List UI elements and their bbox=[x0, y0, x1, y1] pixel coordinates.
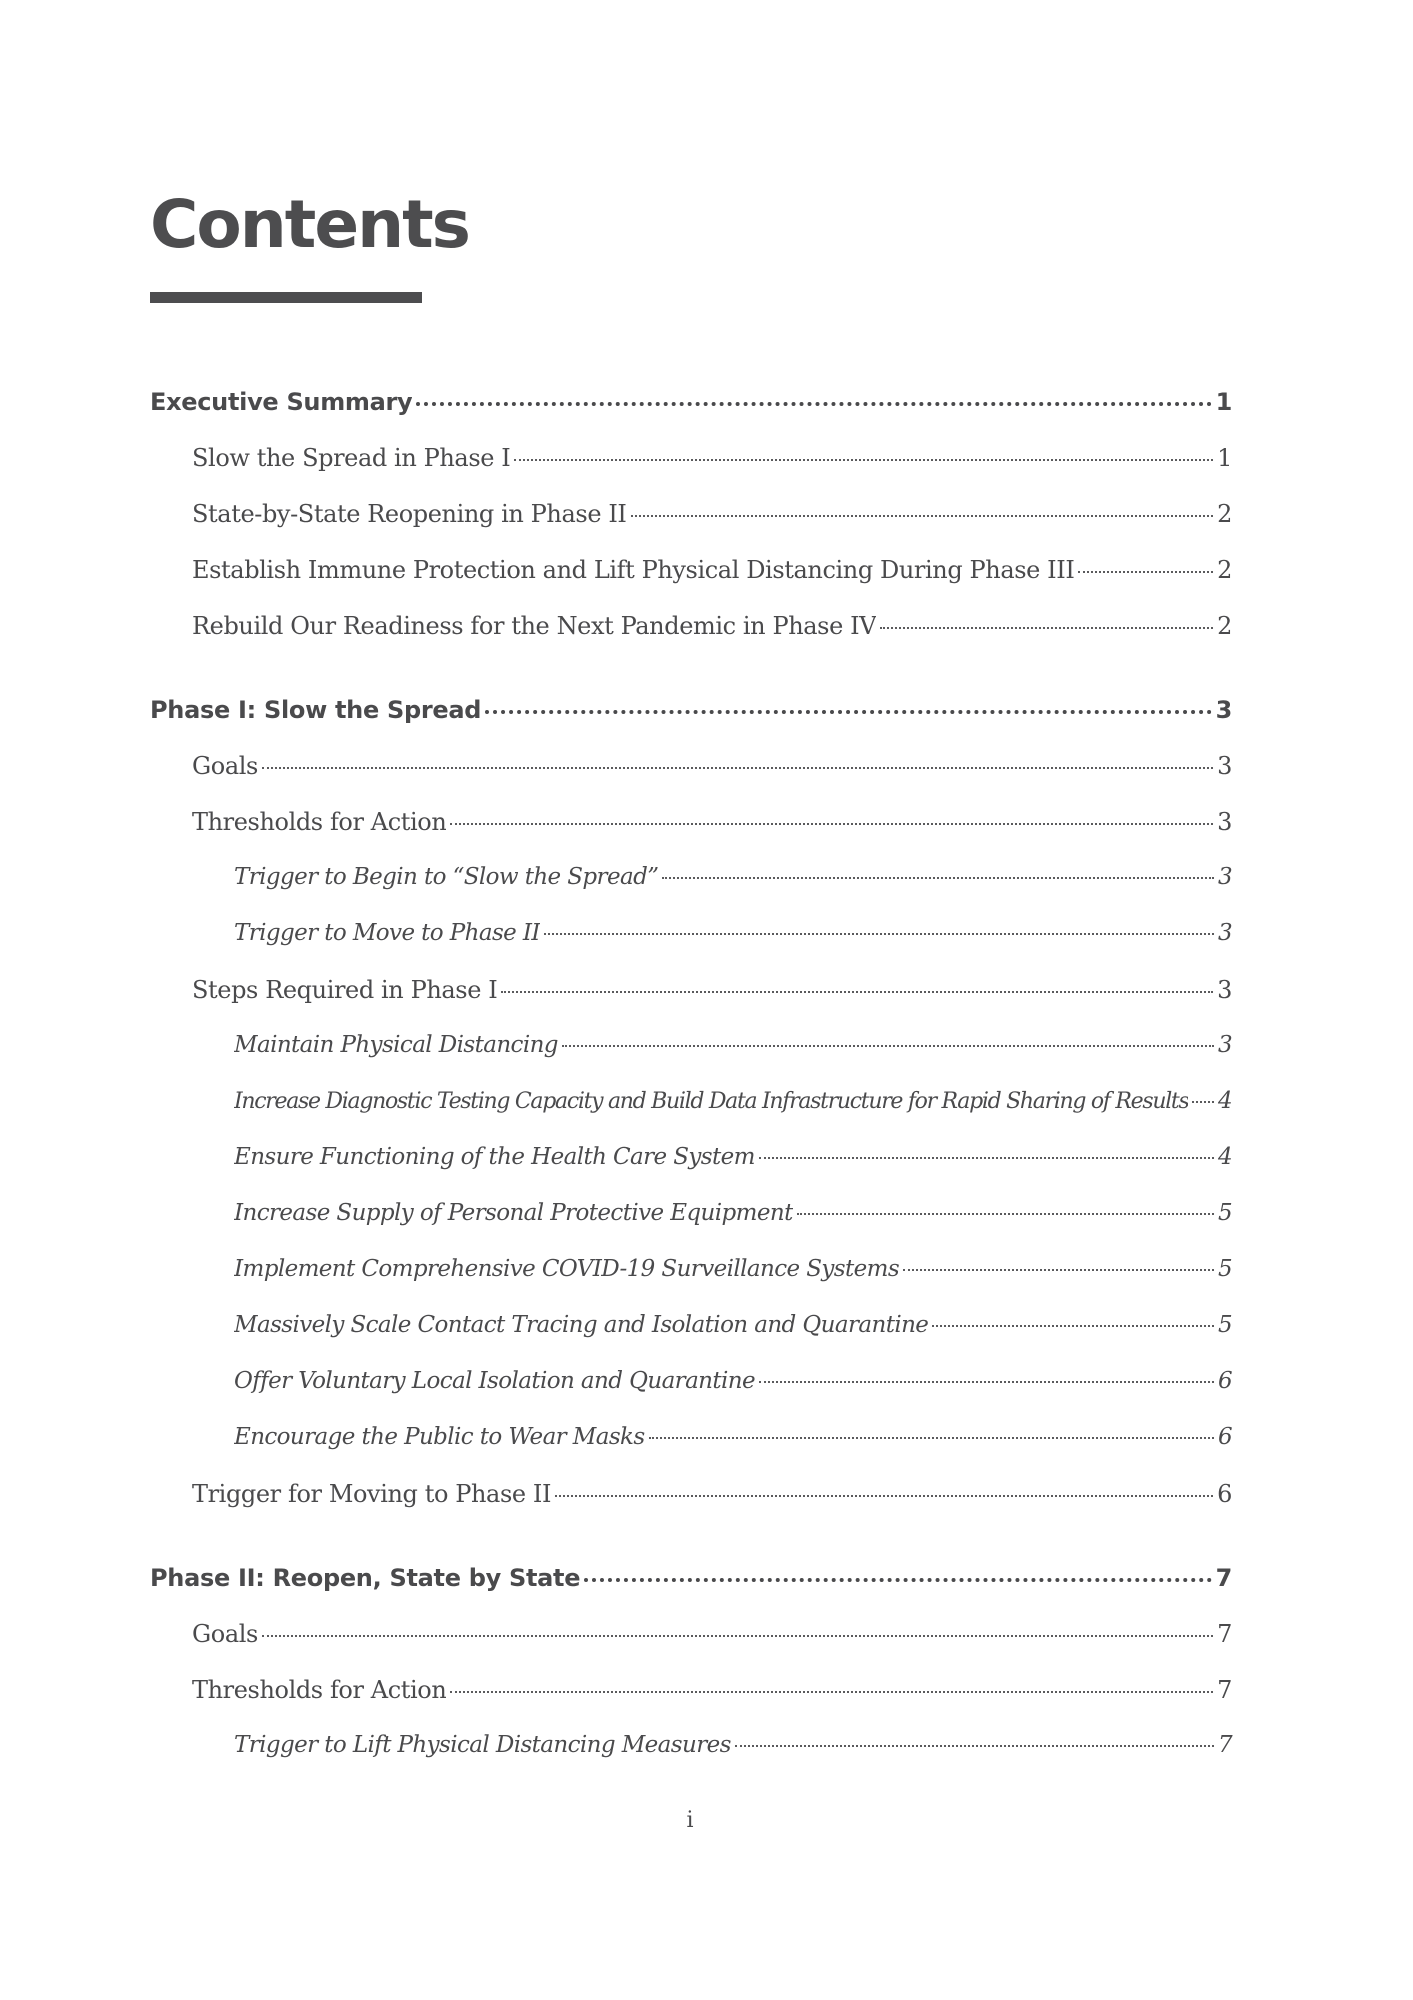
dot-leader bbox=[584, 1578, 1211, 1582]
toc-entry[interactable] bbox=[150, 976, 1232, 1032]
toc-entry-label: Phase II: Reopen, State by State bbox=[150, 1564, 581, 1592]
dot-leader bbox=[485, 710, 1211, 714]
toc-page-number: 6 bbox=[1217, 1424, 1232, 1450]
toc-page-number: 2 bbox=[1217, 612, 1232, 640]
toc-page-number: 1 bbox=[1217, 444, 1232, 472]
dot-leader bbox=[880, 627, 1213, 629]
toc-entry-label: Steps Required in Phase I bbox=[192, 976, 498, 1004]
toc-section-phase-2[interactable] bbox=[150, 1564, 1232, 1620]
toc-page-number: 7 bbox=[1217, 1620, 1232, 1648]
title-underline bbox=[150, 292, 422, 303]
toc-page-number: 3 bbox=[1217, 864, 1232, 890]
toc-page-number: 3 bbox=[1217, 976, 1232, 1004]
toc-entry-label: Trigger to Begin to “Slow the Spread” bbox=[234, 864, 659, 890]
toc-page-number: 7 bbox=[1217, 1676, 1232, 1704]
dot-leader bbox=[903, 1269, 1214, 1271]
toc-page-number: 6 bbox=[1217, 1480, 1232, 1508]
toc-subentry[interactable] bbox=[150, 1032, 1232, 1088]
toc-entry[interactable] bbox=[150, 1480, 1232, 1536]
toc-entry-label: State-by-State Reopening in Phase II bbox=[192, 500, 627, 528]
toc-entry-label: Increase Diagnostic Testing Capacity and Build Data Infrastructure for Rapid Sharing of Results bbox=[234, 1089, 1189, 1114]
toc-subentry[interactable] bbox=[150, 864, 1232, 920]
toc-subentry[interactable] bbox=[150, 1200, 1232, 1256]
toc-entry[interactable] bbox=[150, 808, 1232, 864]
toc-entry-label: Phase I: Slow the Spread bbox=[150, 696, 482, 724]
toc-page-number: 5 bbox=[1217, 1312, 1232, 1338]
dot-leader bbox=[932, 1325, 1214, 1327]
toc-entry-label: Goals bbox=[192, 752, 258, 780]
toc-page-number: 5 bbox=[1217, 1200, 1232, 1226]
toc-entry-label: Trigger for Moving to Phase II bbox=[192, 1480, 552, 1508]
toc-page-number: 2 bbox=[1217, 500, 1232, 528]
toc-entry[interactable] bbox=[150, 752, 1232, 808]
dot-leader bbox=[450, 823, 1213, 825]
toc-entry-label: Encourage the Public to Wear Masks bbox=[234, 1424, 645, 1450]
toc-subentry[interactable] bbox=[150, 1732, 1232, 1788]
toc-entry-label: Goals bbox=[192, 1620, 258, 1648]
page-title: Contents bbox=[150, 186, 469, 263]
toc-page-number: 7 bbox=[1217, 1732, 1232, 1758]
toc-entry[interactable] bbox=[150, 1676, 1232, 1732]
toc-entry-label: Ensure Functioning of the Health Care System bbox=[234, 1144, 755, 1170]
toc-page-number: 3 bbox=[1217, 752, 1232, 780]
table-of-contents bbox=[150, 388, 1232, 1788]
toc-entry[interactable] bbox=[150, 612, 1232, 668]
toc-page-number: 1 bbox=[1215, 388, 1232, 416]
toc-entry-label: Trigger to Lift Physical Distancing Measures bbox=[234, 1732, 731, 1758]
toc-entry-label: Thresholds for Action bbox=[192, 1676, 447, 1704]
toc-entry[interactable] bbox=[150, 444, 1232, 500]
toc-page-number: 3 bbox=[1215, 696, 1232, 724]
dot-leader bbox=[514, 459, 1213, 461]
toc-page-number: 6 bbox=[1217, 1368, 1232, 1394]
toc-subentry[interactable] bbox=[150, 1312, 1232, 1368]
toc-subentry[interactable] bbox=[150, 1144, 1232, 1200]
toc-entry-label: Massively Scale Contact Tracing and Isolation and Quarantine bbox=[234, 1312, 929, 1338]
toc-entry[interactable] bbox=[150, 1620, 1232, 1676]
toc-page-number: 3 bbox=[1217, 808, 1232, 836]
toc-entry-label: Thresholds for Action bbox=[192, 808, 447, 836]
toc-page-number: 4 bbox=[1217, 1144, 1232, 1170]
toc-entry[interactable] bbox=[150, 500, 1232, 556]
dot-leader bbox=[544, 933, 1214, 935]
toc-entry-label: Trigger to Move to Phase II bbox=[234, 920, 540, 946]
toc-entry-label: Maintain Physical Distancing bbox=[234, 1032, 558, 1058]
toc-page-number: 5 bbox=[1217, 1256, 1232, 1282]
dot-leader bbox=[262, 1635, 1213, 1637]
toc-section-phase-1[interactable] bbox=[150, 696, 1232, 752]
dot-leader bbox=[662, 877, 1214, 879]
dot-leader bbox=[262, 767, 1213, 769]
dot-leader bbox=[735, 1745, 1214, 1747]
toc-subentry[interactable] bbox=[150, 1256, 1232, 1312]
toc-page-number: 7 bbox=[1215, 1564, 1232, 1592]
dot-leader bbox=[450, 1691, 1213, 1693]
toc-entry-label: Offer Voluntary Local Isolation and Quarantine bbox=[234, 1368, 756, 1394]
toc-section-executive-summary[interactable] bbox=[150, 388, 1232, 444]
toc-entry-label: Establish Immune Protection and Lift Physical Distancing During Phase III bbox=[192, 556, 1075, 584]
dot-leader bbox=[416, 402, 1211, 406]
dot-leader bbox=[649, 1437, 1214, 1439]
dot-leader bbox=[562, 1045, 1214, 1047]
dot-leader bbox=[631, 515, 1214, 517]
toc-entry[interactable] bbox=[150, 556, 1232, 612]
dot-leader bbox=[759, 1381, 1214, 1383]
dot-leader bbox=[555, 1495, 1213, 1497]
toc-page-number: 4 bbox=[1217, 1088, 1232, 1114]
toc-entry-label: Executive Summary bbox=[150, 388, 413, 416]
toc-page-number: 2 bbox=[1217, 556, 1232, 584]
toc-page-number: 3 bbox=[1217, 1032, 1232, 1058]
toc-subentry[interactable] bbox=[150, 1368, 1232, 1424]
dot-leader bbox=[1192, 1101, 1213, 1103]
dot-leader bbox=[501, 991, 1213, 993]
toc-entry-label: Slow the Spread in Phase I bbox=[192, 444, 511, 472]
toc-subentry[interactable] bbox=[150, 1088, 1232, 1144]
toc-page-number: 3 bbox=[1217, 920, 1232, 946]
toc-subentry[interactable] bbox=[150, 1424, 1232, 1480]
footer-page-number: i bbox=[686, 1808, 694, 1833]
toc-entry-label: Increase Supply of Personal Protective Equipment bbox=[234, 1200, 793, 1226]
toc-entry-label: Rebuild Our Readiness for the Next Pandemic in Phase IV bbox=[192, 612, 877, 640]
dot-leader bbox=[759, 1157, 1214, 1159]
dot-leader bbox=[797, 1213, 1214, 1215]
dot-leader bbox=[1078, 571, 1213, 573]
toc-entry-label: Implement Comprehensive COVID-19 Surveillance Systems bbox=[234, 1256, 900, 1282]
toc-subentry[interactable] bbox=[150, 920, 1232, 976]
